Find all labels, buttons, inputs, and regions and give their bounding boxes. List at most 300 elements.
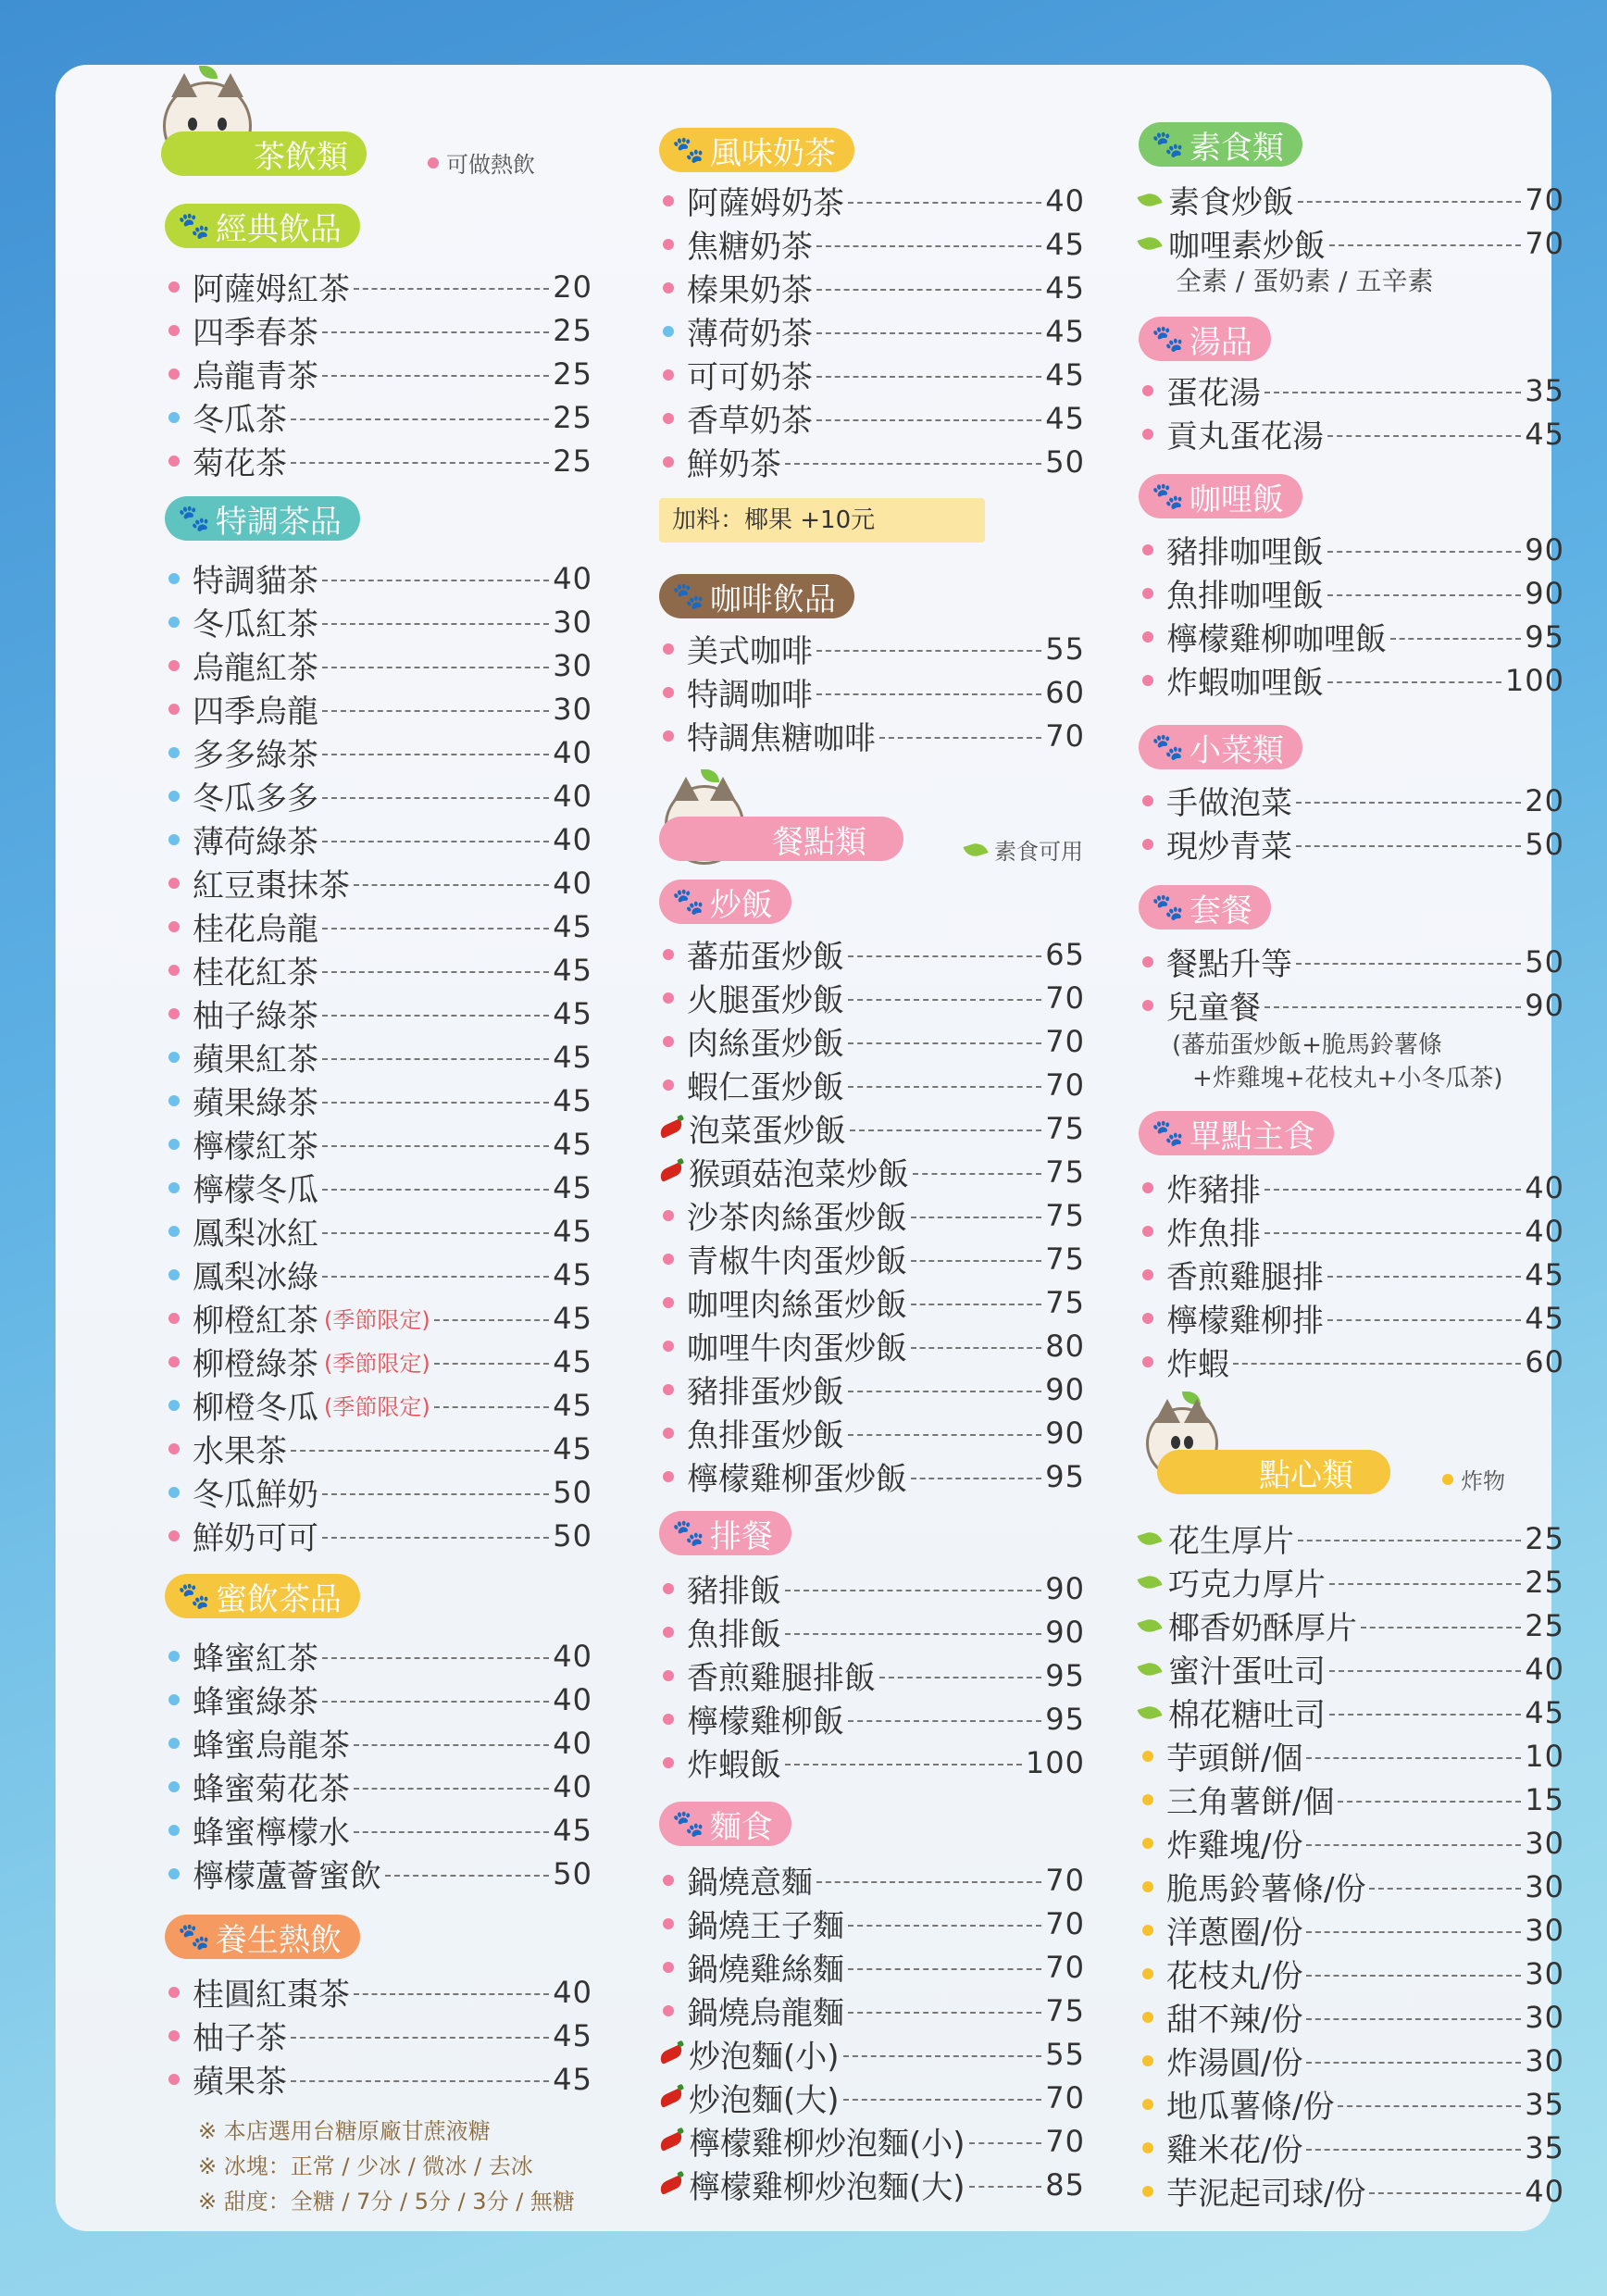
leader-dashes <box>322 1701 549 1703</box>
pink-dot-icon <box>168 1313 180 1324</box>
menu-item <box>165 861 592 905</box>
leader-dashes <box>1306 1757 1521 1759</box>
leader-dashes <box>848 1925 1041 1927</box>
item-name: 猴頭菇泡菜炒飯 <box>689 1156 909 1193</box>
item-price: 45 <box>1045 400 1085 436</box>
section-single <box>1139 1111 1334 1155</box>
item-price: 65 <box>1045 936 1085 972</box>
item-name: 貢丸蛋花湯 <box>1166 418 1324 455</box>
menu-item <box>165 308 592 352</box>
item-name: 檸檬冬瓜 <box>193 1172 318 1209</box>
menu-item <box>165 1209 592 1253</box>
item-price: 30 <box>1525 1912 1564 1948</box>
item-price: 70 <box>1525 181 1564 218</box>
leader-dashes <box>1327 551 1521 553</box>
item-price: 45 <box>553 1343 592 1379</box>
leader-dashes <box>785 1764 1022 1766</box>
list-curry <box>1139 528 1564 702</box>
pink-dot-icon <box>663 1471 674 1482</box>
item-name: 蘋果茶 <box>193 2064 287 2101</box>
yellow-dot-icon <box>1142 1794 1153 1805</box>
pink-dot-icon <box>168 281 180 293</box>
item-price: 30 <box>1525 1868 1564 1904</box>
item-price: 70 <box>1045 1067 1085 1103</box>
leader-dashes <box>1361 1627 1521 1628</box>
pink-dot-icon <box>168 1356 180 1367</box>
section-health <box>165 1915 360 1959</box>
section-title: 養生熱飲 <box>215 1921 342 1959</box>
item-price: 50 <box>553 1517 592 1554</box>
menu-item <box>659 2163 1085 2206</box>
list-side <box>1139 779 1564 866</box>
leaf-icon <box>1137 233 1162 253</box>
pink-dot-icon <box>1142 795 1153 806</box>
item-name: 檸檬雞柳咖哩飯 <box>1166 621 1387 658</box>
item-name: 芋泥起司球/份 <box>1166 2176 1366 2213</box>
pink-dot-icon <box>663 1875 674 1886</box>
item-price: 20 <box>553 268 592 305</box>
item-name: 香草奶茶 <box>687 403 813 440</box>
menu-item <box>659 1106 1085 1150</box>
section-pill <box>1139 317 1271 361</box>
menu-item <box>165 1122 592 1166</box>
fried-note <box>1442 1463 1505 1495</box>
item-price: 75 <box>1045 1154 1085 1190</box>
leader-dashes <box>322 375 549 377</box>
item-name: 地瓜薯條/份 <box>1166 2089 1335 2126</box>
item-name: 鳳梨冰綠 <box>193 1259 318 1296</box>
item-name: 咖哩肉絲蛋炒飯 <box>687 1287 907 1324</box>
item-price: 45 <box>1525 1256 1564 1292</box>
leader-dashes <box>322 841 549 842</box>
hot-drink-note-text: 可做熱飲 <box>446 152 535 178</box>
menu-item <box>659 1454 1085 1498</box>
pink-dot-icon <box>168 2030 180 2041</box>
item-name: 魚排蛋炒飯 <box>687 1417 844 1454</box>
item-price: 45 <box>553 1082 592 1118</box>
pink-dot-icon <box>663 687 674 698</box>
blue-dot-icon <box>168 834 180 845</box>
menu-item <box>165 774 592 817</box>
item-price: 20 <box>1525 782 1564 818</box>
menu-item <box>165 2057 592 2101</box>
chili-pepper-icon <box>658 2044 685 2065</box>
item-name: 水果茶 <box>193 1433 287 1470</box>
pink-dot-icon <box>168 878 180 889</box>
pink-dot-icon <box>168 368 180 380</box>
item-price: 45 <box>553 1387 592 1423</box>
item-name: 蜂蜜烏龍茶 <box>193 1728 350 1765</box>
yellow-dot-icon <box>1142 2142 1153 2153</box>
item-price: 40 <box>553 560 592 596</box>
list-classic <box>165 265 592 482</box>
menu-item <box>1139 1952 1564 1995</box>
item-price: 45 <box>1045 226 1085 262</box>
menu-item <box>659 627 1085 670</box>
item-price: 40 <box>1525 1651 1564 1687</box>
item-name: 柳橙綠茶 <box>193 1346 318 1383</box>
menu-item <box>659 266 1085 309</box>
item-price: 95 <box>1525 618 1564 655</box>
item-name: 花生厚片 <box>1168 1523 1294 1560</box>
blue-dot-icon <box>168 1400 180 1411</box>
leader-dashes <box>848 1391 1041 1392</box>
meal-header-pill <box>659 817 903 861</box>
item-price: 50 <box>1525 943 1564 980</box>
section-title: 炒飯 <box>709 886 773 924</box>
menu-item <box>165 1340 592 1383</box>
leader-dashes <box>879 1677 1041 1678</box>
section-pill <box>659 1802 791 1846</box>
section-veg <box>1139 122 1302 167</box>
menu-item <box>1139 1647 1564 1691</box>
item-price: 25 <box>1525 1520 1564 1556</box>
item-price: 45 <box>553 1169 592 1205</box>
section-coffee <box>659 574 854 618</box>
item-name: 蜂蜜紅茶 <box>193 1641 318 1678</box>
pink-dot-icon <box>168 2074 180 2085</box>
yellow-dot-icon <box>1142 2099 1153 2110</box>
menu-item <box>165 1253 592 1296</box>
leader-dashes <box>434 1406 550 1408</box>
leader-dashes <box>1298 201 1521 203</box>
leader-dashes <box>322 710 549 712</box>
section-honey <box>165 1574 360 1618</box>
pink-dot-icon <box>428 157 439 168</box>
menu-item <box>1139 1560 1564 1603</box>
section-title: 湯品 <box>1189 323 1252 361</box>
pink-dot-icon <box>663 1036 674 1047</box>
blue-dot-icon <box>168 1226 180 1237</box>
menu-item <box>1139 615 1564 658</box>
item-price: 40 <box>1525 2173 1564 2209</box>
paw-icon: 🐾 <box>672 580 704 611</box>
seasonal-tag: (季節限定) <box>324 1351 430 1377</box>
pink-dot-icon <box>663 1714 674 1725</box>
item-name: 香煎雞腿排 <box>1166 1259 1324 1296</box>
leader-dashes <box>322 1145 549 1147</box>
pink-dot-icon <box>1142 1356 1153 1367</box>
item-price: 70 <box>1045 1023 1085 1059</box>
fried-note-text: 炸物 <box>1461 1468 1505 1494</box>
leader-dashes <box>322 1189 549 1191</box>
item-price: 90 <box>1525 531 1564 568</box>
item-price: 15 <box>1525 1781 1564 1817</box>
pink-dot-icon <box>663 1627 674 1638</box>
menu-item <box>659 1697 1085 1741</box>
pink-dot-icon <box>1142 1000 1153 1011</box>
item-price: 40 <box>1525 1169 1564 1205</box>
pink-dot-icon <box>168 455 180 467</box>
seasonal-tag: (季節限定) <box>324 1307 430 1333</box>
menu-item <box>1139 412 1564 455</box>
item-name: 菊花茶 <box>193 445 287 482</box>
veg-types: 全素 / 蛋奶素 / 五辛素 <box>1176 266 1434 296</box>
blue-dot-icon <box>663 326 674 337</box>
menu-item <box>659 1237 1085 1280</box>
menu-item <box>165 1470 592 1514</box>
item-price: 70 <box>1045 1905 1085 1941</box>
section-title: 咖哩飯 <box>1189 480 1284 518</box>
leader-dashes <box>354 288 549 290</box>
section-pill <box>1139 885 1271 930</box>
leader-dashes <box>911 1217 1041 1218</box>
item-name: 火腿蛋炒飯 <box>687 982 844 1019</box>
leader-dashes <box>1298 1540 1521 1541</box>
leader-dashes <box>1296 963 1521 965</box>
item-name: 素食炒飯 <box>1168 184 1294 221</box>
item-name: 薄荷奶茶 <box>687 316 813 353</box>
menu-item <box>659 440 1085 483</box>
section-pill <box>1139 725 1302 769</box>
leader-dashes <box>1369 1888 1521 1890</box>
leader-dashes <box>322 1232 549 1234</box>
paw-icon: 🐾 <box>1152 480 1184 511</box>
item-name: 鮮奶可可 <box>193 1520 318 1557</box>
item-name: 柚子綠茶 <box>193 998 318 1035</box>
pink-dot-icon <box>1142 385 1153 396</box>
leader-dashes <box>322 667 549 668</box>
pink-dot-icon <box>168 1008 180 1019</box>
pink-dot-icon <box>663 730 674 742</box>
menu-item <box>1139 983 1564 1027</box>
item-price: 10 <box>1525 1738 1564 1774</box>
menu-item <box>659 1989 1085 2032</box>
yellow-dot-icon <box>1142 1968 1153 1979</box>
item-name: 冬瓜紅茶 <box>193 606 318 643</box>
menu-item <box>1139 528 1564 571</box>
menu-item <box>165 556 592 600</box>
blue-dot-icon <box>168 1095 180 1106</box>
menu-item <box>165 817 592 861</box>
item-name: 蝦仁蛋炒飯 <box>687 1069 844 1106</box>
section-pill <box>1139 122 1302 167</box>
leader-dashes <box>911 1347 1041 1349</box>
blue-dot-icon <box>168 1781 180 1792</box>
meal-header-title: 餐點類 <box>772 823 866 861</box>
leader-dashes <box>291 2037 549 2039</box>
item-price: 45 <box>553 2061 592 2097</box>
menu-item <box>1139 1908 1564 1952</box>
item-price: 40 <box>553 1768 592 1804</box>
menu-item <box>165 1296 592 1340</box>
leader-dashes <box>1233 1363 1521 1365</box>
blue-dot-icon <box>168 1868 180 1879</box>
blue-dot-icon <box>168 573 180 584</box>
item-price: 40 <box>553 1974 592 2010</box>
veg-note-text: 素食可用 <box>994 839 1083 865</box>
menu-item <box>165 905 592 948</box>
chili-pepper-icon <box>658 2088 685 2108</box>
leader-dashes <box>816 376 1041 378</box>
leader-dashes <box>354 1744 549 1746</box>
menu-item <box>165 1678 592 1721</box>
pink-dot-icon <box>1142 956 1153 967</box>
blue-dot-icon <box>168 412 180 423</box>
menu-item <box>165 395 592 439</box>
item-name: 香煎雞腿排飯 <box>687 1660 876 1697</box>
leader-dashes <box>1327 1319 1521 1321</box>
leader-dashes <box>848 1968 1041 1970</box>
section-pill <box>165 1915 360 1959</box>
menu-item <box>1139 1778 1564 1821</box>
leader-dashes <box>1306 2149 1521 2151</box>
leader-dashes <box>322 1493 549 1495</box>
leader-dashes <box>322 1276 549 1278</box>
blue-dot-icon <box>168 1487 180 1498</box>
section-fried-rice <box>659 880 791 924</box>
list-set-meal <box>659 1566 1085 1784</box>
blue-dot-icon <box>168 1269 180 1280</box>
item-name: 鳳梨冰紅 <box>193 1216 318 1253</box>
item-price: 30 <box>1525 2042 1564 2078</box>
item-name: 蕃茄蛋炒飯 <box>687 939 844 976</box>
blue-dot-icon <box>168 1738 180 1749</box>
leader-dashes <box>385 1875 549 1877</box>
item-name: 檸檬雞柳排 <box>1166 1303 1324 1340</box>
item-price: 35 <box>1525 2086 1564 2122</box>
menu-item <box>1139 368 1564 412</box>
item-price: 40 <box>553 865 592 901</box>
menu-item <box>659 976 1085 1019</box>
yellow-dot-icon <box>1142 2012 1153 2023</box>
list-health <box>165 1970 592 2101</box>
chili-pepper-icon <box>658 1118 685 1139</box>
menu-item <box>1139 1209 1564 1253</box>
leader-dashes <box>1390 638 1521 640</box>
item-price: 45 <box>553 952 592 988</box>
note-ice: ※ 冰塊：正常 / 少冰 / 微冰 / 去冰 <box>198 2153 533 2179</box>
leader-dashes <box>434 1319 550 1321</box>
item-name: 桂花烏龍 <box>193 911 318 948</box>
item-name: 特調咖啡 <box>687 677 813 714</box>
pink-dot-icon <box>663 1583 674 1594</box>
kids-meal-detail-2: +炸雞塊+花枝丸+小冬瓜茶) <box>1192 1065 1503 1092</box>
item-name: 炒泡麵(小) <box>689 2039 840 2076</box>
pink-dot-icon <box>168 704 180 715</box>
menu-item <box>659 1902 1085 1945</box>
item-price: 75 <box>1045 1110 1085 1146</box>
item-name: 柳橙冬瓜 <box>193 1390 318 1427</box>
item-price: 40 <box>553 1725 592 1761</box>
list-veg <box>1139 178 1564 265</box>
section-title: 特調茶品 <box>215 503 342 541</box>
leader-dashes <box>1327 681 1501 683</box>
pink-dot-icon <box>1142 1313 1153 1324</box>
item-name: 巧克力厚片 <box>1168 1566 1326 1603</box>
leader-dashes <box>1296 845 1521 847</box>
leader-dashes <box>322 580 549 581</box>
section-noodles <box>659 1802 791 1846</box>
item-name: 豬排咖哩飯 <box>1166 534 1324 571</box>
item-price: 40 <box>553 821 592 857</box>
leader-dashes <box>816 289 1041 291</box>
item-name: 炸雞塊/份 <box>1166 1828 1303 1865</box>
section-special <box>165 496 360 541</box>
pink-dot-icon <box>663 413 674 424</box>
section-milk-tea <box>659 128 854 172</box>
list-honey <box>165 1634 592 1895</box>
pink-dot-icon <box>1142 675 1153 686</box>
item-price: 45 <box>553 1812 592 1848</box>
menu-item <box>165 600 592 643</box>
leader-dashes <box>1329 1670 1521 1672</box>
item-price: 30 <box>1525 1999 1564 2035</box>
menu-item <box>659 2076 1085 2119</box>
leader-dashes <box>913 1173 1041 1175</box>
meal-header <box>659 817 903 861</box>
item-price: 90 <box>1045 1371 1085 1407</box>
snack-header <box>1157 1450 1390 1494</box>
tea-header-pill <box>161 131 367 176</box>
pink-dot-icon <box>1142 588 1153 599</box>
pink-dot-icon <box>663 1210 674 1221</box>
leader-dashes <box>848 202 1041 204</box>
yellow-dot-icon <box>1442 1474 1453 1485</box>
leader-dashes <box>1338 2105 1521 2107</box>
menu-item <box>165 2014 592 2057</box>
pink-dot-icon <box>663 1297 674 1308</box>
leader-dashes <box>1264 1006 1521 1008</box>
item-price: 45 <box>1525 1694 1564 1730</box>
item-price: 25 <box>1525 1564 1564 1600</box>
item-price: 45 <box>553 1213 592 1249</box>
pink-dot-icon <box>663 1341 674 1352</box>
leader-dashes <box>322 1657 549 1659</box>
item-price: 70 <box>1045 980 1085 1016</box>
item-price: 70 <box>1045 718 1085 754</box>
item-name: 檸檬雞柳蛋炒飯 <box>687 1461 907 1498</box>
section-title: 單點主食 <box>1189 1117 1315 1155</box>
pink-dot-icon <box>168 325 180 336</box>
leaf-icon <box>1137 1529 1162 1548</box>
menu-item <box>659 1411 1085 1454</box>
item-price: 45 <box>553 1256 592 1292</box>
section-pill <box>659 128 854 172</box>
leader-dashes <box>785 463 1041 465</box>
menu-item <box>165 1808 592 1852</box>
paw-icon: 🐾 <box>672 1517 704 1548</box>
pink-dot-icon <box>663 643 674 655</box>
seasonal-tag: (季節限定) <box>324 1394 430 1420</box>
item-price: 70 <box>1045 2123 1085 2159</box>
pink-dot-icon <box>168 1443 180 1454</box>
item-name: 花枝丸/份 <box>1166 1958 1303 1995</box>
leader-dashes <box>322 623 549 625</box>
item-name: 椰香奶酥厚片 <box>1168 1610 1357 1647</box>
paw-icon: 🐾 <box>1152 892 1184 922</box>
paw-icon: 🐾 <box>672 1808 704 1839</box>
menu-item <box>659 1063 1085 1106</box>
section-pill <box>1139 1111 1334 1155</box>
leader-dashes <box>1264 1189 1521 1191</box>
pink-dot-icon <box>663 1962 674 1973</box>
item-price: 45 <box>1045 356 1085 393</box>
pink-dot-icon <box>663 1428 674 1439</box>
section-pill <box>659 574 854 618</box>
leader-dashes <box>291 418 549 420</box>
pink-dot-icon <box>1142 1182 1153 1193</box>
item-name: 現炒青菜 <box>1166 829 1292 866</box>
item-price: 50 <box>1525 826 1564 862</box>
leader-dashes <box>1327 435 1521 437</box>
item-name: 魚排咖哩飯 <box>1166 578 1324 615</box>
item-price: 50 <box>1045 443 1085 480</box>
item-price: 100 <box>1025 1744 1085 1780</box>
menu-item <box>659 1653 1085 1697</box>
item-price: 45 <box>1525 1300 1564 1336</box>
leader-dashes <box>911 1478 1041 1479</box>
